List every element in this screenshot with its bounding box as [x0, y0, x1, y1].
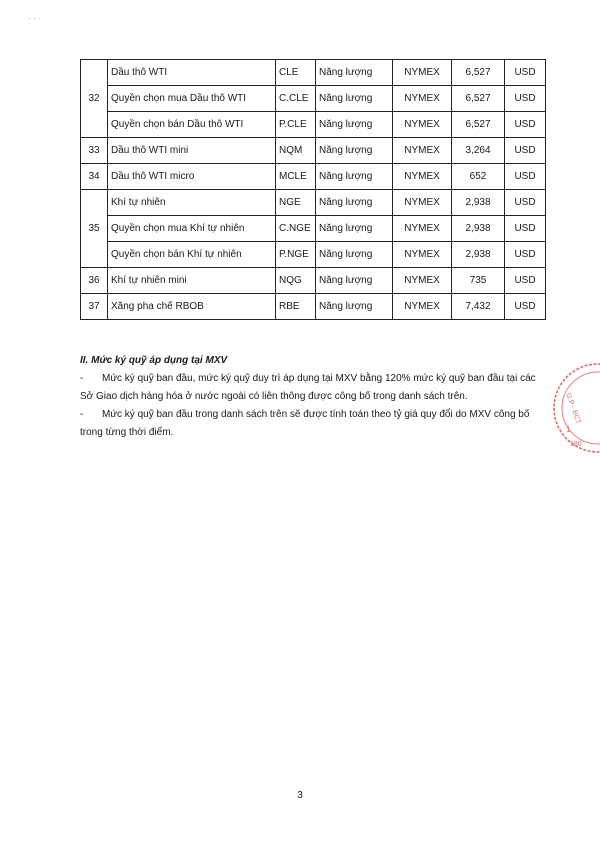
- product-code: MCLE: [276, 164, 316, 190]
- exchange: NYMEX: [393, 86, 452, 112]
- product-code: NQM: [276, 138, 316, 164]
- product-group: Năng lượng: [316, 216, 393, 242]
- product-code: NGE: [276, 190, 316, 216]
- product-name: Dầu thô WTI micro: [108, 164, 276, 190]
- table-row: [81, 242, 546, 268]
- product-group: Năng lượng: [316, 164, 393, 190]
- svg-text:G.P - BCT: G.P - BCT: [564, 392, 582, 425]
- currency: USD: [505, 268, 546, 294]
- product-code: NQG: [276, 268, 316, 294]
- exchange: NYMEX: [393, 60, 452, 86]
- table-row: [81, 216, 546, 242]
- product-name: Quyền chọn mua Khí tự nhiên: [108, 216, 276, 242]
- margin-value: 2,938: [452, 216, 505, 242]
- exchange: NYMEX: [393, 112, 452, 138]
- product-group: Năng lượng: [316, 294, 393, 320]
- table-row: [81, 294, 546, 320]
- exchange: NYMEX: [393, 190, 452, 216]
- bullet-dash: -: [80, 409, 84, 420]
- margin-value: 2,938: [452, 242, 505, 268]
- exchange: NYMEX: [393, 268, 452, 294]
- product-name: Quyền chọn mua Dầu thô WTI: [108, 86, 276, 112]
- currency: USD: [505, 112, 546, 138]
- product-name: Quyền chọn bán Khí tự nhiên: [108, 242, 276, 268]
- currency: USD: [505, 86, 546, 112]
- margin-value: 735: [452, 268, 505, 294]
- exchange: NYMEX: [393, 216, 452, 242]
- seal-icon: [536, 360, 600, 456]
- paragraph-text: Mức ký quỹ ban đầu, mức ký quỹ duy trì áp dụng tại MXV bằng 120% mức ký quỹ ban đầu tại các Sở Giao dịch hàng hóa ở nước ngoài có liên thông được công bố trong danh sách trên.: [80, 373, 536, 402]
- official-seal-stamp: [536, 360, 600, 456]
- product-group: Năng lượng: [316, 190, 393, 216]
- exchange: NYMEX: [393, 242, 452, 268]
- bullet-dash: -: [80, 373, 84, 384]
- currency: USD: [505, 164, 546, 190]
- margin-value: 7,432: [452, 294, 505, 320]
- product-code: C.NGE: [276, 216, 316, 242]
- table-row: [81, 268, 546, 294]
- paragraph: [80, 406, 550, 442]
- table-row: [81, 164, 546, 190]
- currency: USD: [505, 242, 546, 268]
- product-group: Năng lượng: [316, 112, 393, 138]
- margin-value: 3,264: [452, 138, 505, 164]
- table-row: [81, 112, 546, 138]
- currency: USD: [505, 216, 546, 242]
- margin-value: 6,527: [452, 112, 505, 138]
- margin-value: 6,527: [452, 60, 505, 86]
- table-row: [81, 138, 546, 164]
- row-number: 33: [81, 138, 108, 164]
- svg-text:180: 180: [570, 441, 582, 448]
- product-code: CLE: [276, 60, 316, 86]
- row-number: 35: [81, 190, 108, 268]
- exchange: NYMEX: [393, 294, 452, 320]
- product-code: C.CLE: [276, 86, 316, 112]
- row-number: 36: [81, 268, 108, 294]
- product-name: Xăng pha chế RBOB: [108, 294, 276, 320]
- currency: USD: [505, 60, 546, 86]
- currency: USD: [505, 138, 546, 164]
- exchange: NYMEX: [393, 164, 452, 190]
- product-group: Năng lượng: [316, 268, 393, 294]
- margin-table: [80, 59, 546, 320]
- product-group: Năng lượng: [316, 242, 393, 268]
- currency: USD: [505, 294, 546, 320]
- paragraph: [80, 370, 550, 406]
- product-code: RBE: [276, 294, 316, 320]
- margin-value: 2,938: [452, 190, 505, 216]
- row-number: 32: [81, 60, 108, 138]
- row-number: 34: [81, 164, 108, 190]
- margin-policy-section: [80, 352, 550, 442]
- product-name: Dầu thô WTI mini: [108, 138, 276, 164]
- svg-text:1: 1: [566, 425, 571, 434]
- product-name: Quyền chọn bán Dầu thô WTI: [108, 112, 276, 138]
- page-number: 3: [297, 790, 303, 801]
- table-row: [81, 190, 546, 216]
- product-name: Khí tự nhiên mini: [108, 268, 276, 294]
- product-name: Dầu thô WTI: [108, 60, 276, 86]
- product-code: P.CLE: [276, 112, 316, 138]
- margin-value: 6,527: [452, 86, 505, 112]
- margin-value: 652: [452, 164, 505, 190]
- product-code: P.NGE: [276, 242, 316, 268]
- product-group: Năng lượng: [316, 138, 393, 164]
- paragraph-text: Mức ký quỹ ban đầu trong danh sách trên sẽ được tính toán theo tỷ giá quy đổi do MXV công bố trong từng thời điểm.: [80, 409, 530, 438]
- row-number: 37: [81, 294, 108, 320]
- currency: USD: [505, 190, 546, 216]
- table-row: [81, 60, 546, 86]
- section-title: II. Mức ký quỹ áp dụng tại MXV: [80, 355, 228, 366]
- table-row: [81, 86, 546, 112]
- product-group: Năng lượng: [316, 86, 393, 112]
- scan-speck: · · ·: [28, 14, 41, 23]
- product-name: Khí tự nhiên: [108, 190, 276, 216]
- exchange: NYMEX: [393, 138, 452, 164]
- product-group: Năng lượng: [316, 60, 393, 86]
